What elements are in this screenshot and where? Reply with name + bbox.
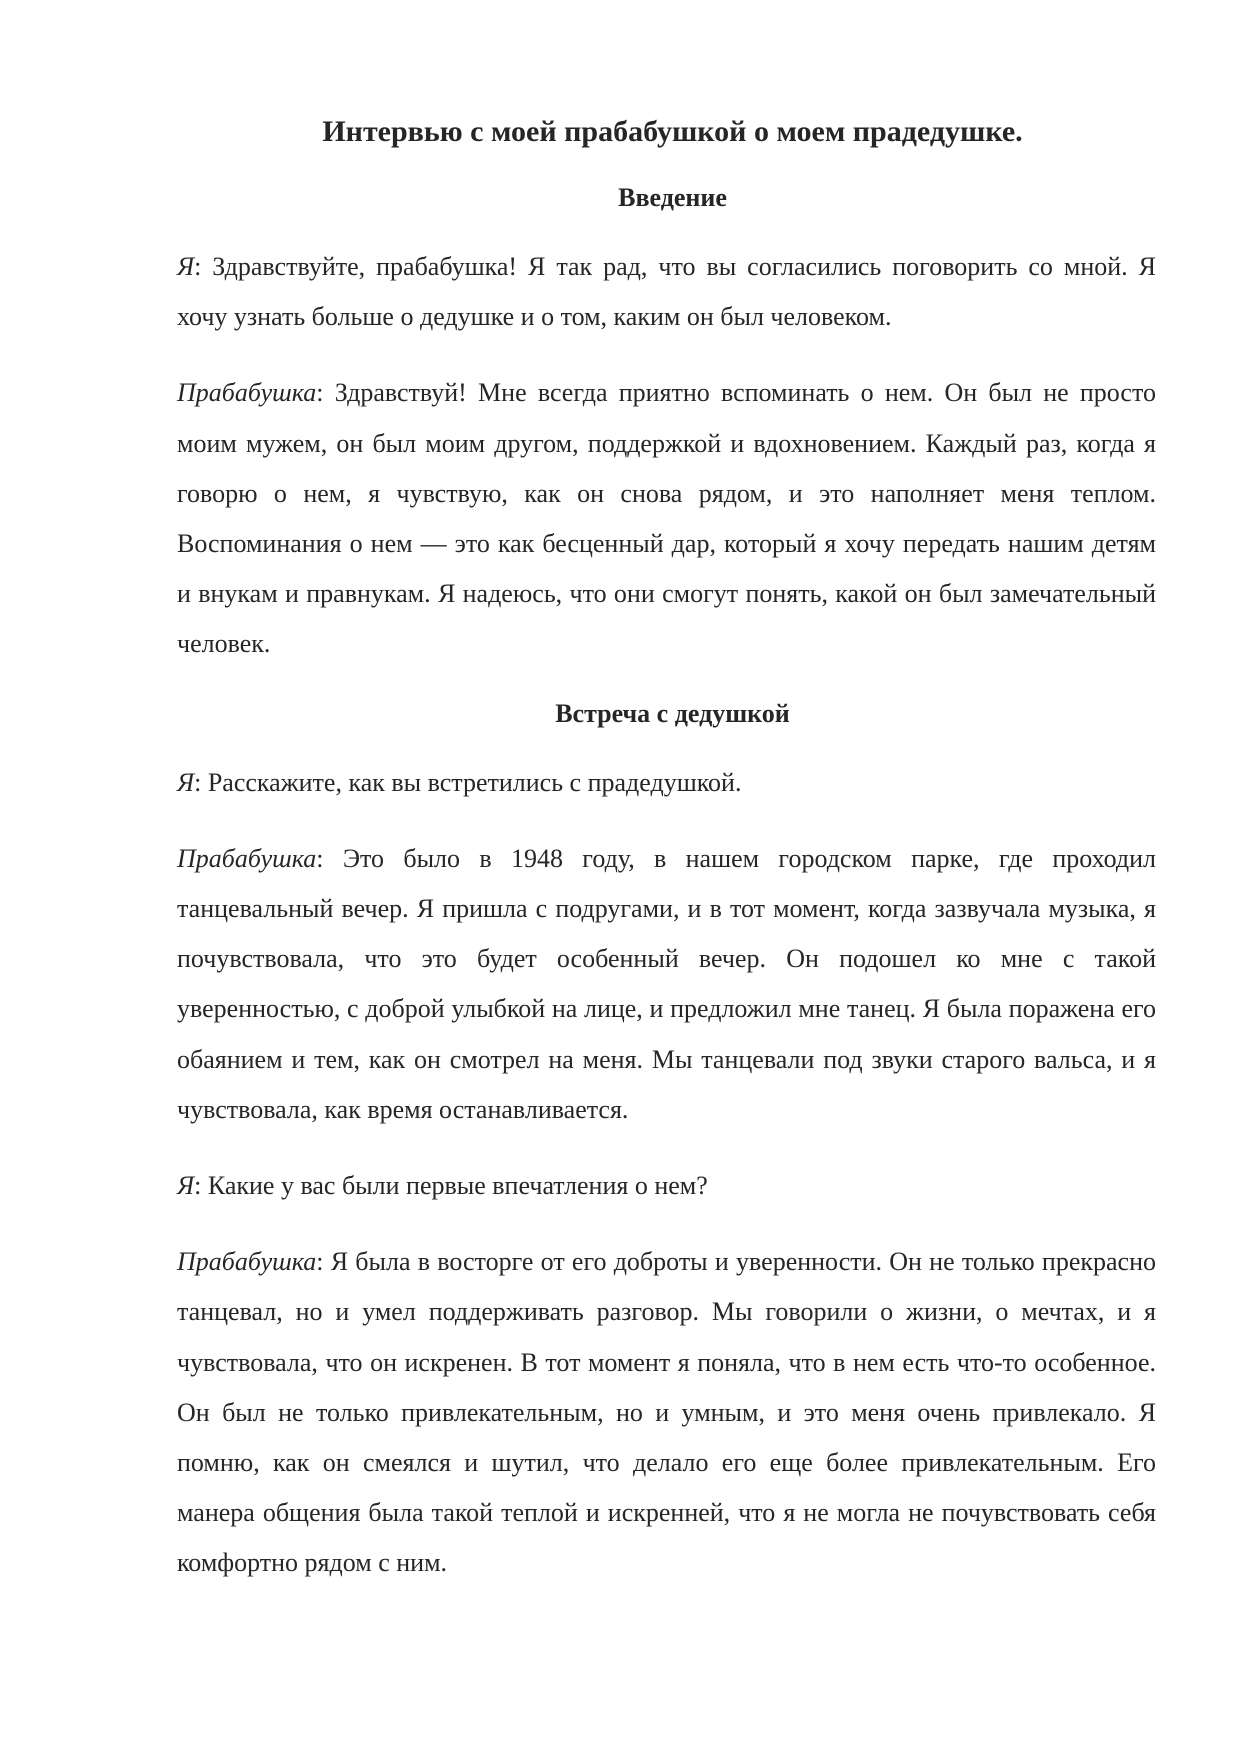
speaker-label: Я [177, 767, 195, 797]
document-page [177, 112, 1156, 1615]
interview-paragraph [177, 1237, 1156, 1588]
speaker-label: Я [177, 252, 195, 281]
speaker-label: Прабабушка [177, 378, 317, 408]
section-heading-introduction: Введение [618, 183, 727, 212]
interview-paragraph [177, 758, 1156, 808]
paragraph-text: : Какие у вас были первые впечатления о нем? [194, 1171, 708, 1201]
interview-paragraph [177, 368, 1156, 669]
speaker-label: Прабабушка [177, 843, 317, 873]
interview-paragraph [177, 242, 1156, 342]
section-heading-meeting: Встреча с дедушкой [555, 698, 790, 728]
interview-paragraph [177, 834, 1156, 1135]
paragraph-text: : Я была в восторге от его доброты и уверенности. Он не только прекрасно танцевал, но и умел поддерживать разговор. Мы говорили о жизни, о мечтах, и я чувствовала, что он искренен. В тот момент я поняла, что в нем есть что-то особенное. Он был не только привлекательным, но и умным, и это меня очень привлекало. Я помню, как он смеялся и шутил, что делало его еще более привлекательным. Его манера общения была такой теплой и искренней, что я не могла не почувствовать себя комфортно рядом с ним. [177, 1247, 1156, 1578]
document-title: Интервью с моей прабабушкой о моем прадедушке. [322, 115, 1023, 148]
paragraph-text: : Расскажите, как вы встретились с прадедушкой. [194, 767, 742, 797]
paragraph-text: : Здравствуйте, прабабушка! Я так рад, что вы согласились поговорить со мной. Я хочу узнать больше о дедушке и о том, каким он был человеком. [177, 252, 1156, 332]
paragraph-text: : Это было в 1948 году, в нашем городском парке, где проходил танцевальный вечер. Я пришла с подругами, и в тот момент, когда зазвучала музыка, я почувствовала, что это будет особенный вечер. Он подошел ко мне с такой уверенностью, с доброй улыбкой на лице, и предложил мне танец. Я была поражена его обаянием и тем, как он смотрел на меня. Мы танцевали под звуки старого вальса, и я чувствовала, как время останавливается. [177, 843, 1156, 1124]
speaker-label: Я [177, 1171, 195, 1201]
speaker-label: Прабабушка [177, 1247, 317, 1277]
interview-paragraph [177, 1161, 1156, 1211]
paragraph-text: : Здравствуй! Мне всегда приятно вспоминать о нем. Он был не просто моим мужем, он был моим другом, поддержкой и вдохновением. Каждый раз, когда я говорю о нем, я чувствую, как он снова рядом, и это наполняет меня теплом. Воспоминания о нем — это как бесценный дар, который я хочу передать нашим детям и внукам и правнукам. Я надеюсь, что они смогут понять, какой он был замечательный человек. [177, 378, 1156, 659]
